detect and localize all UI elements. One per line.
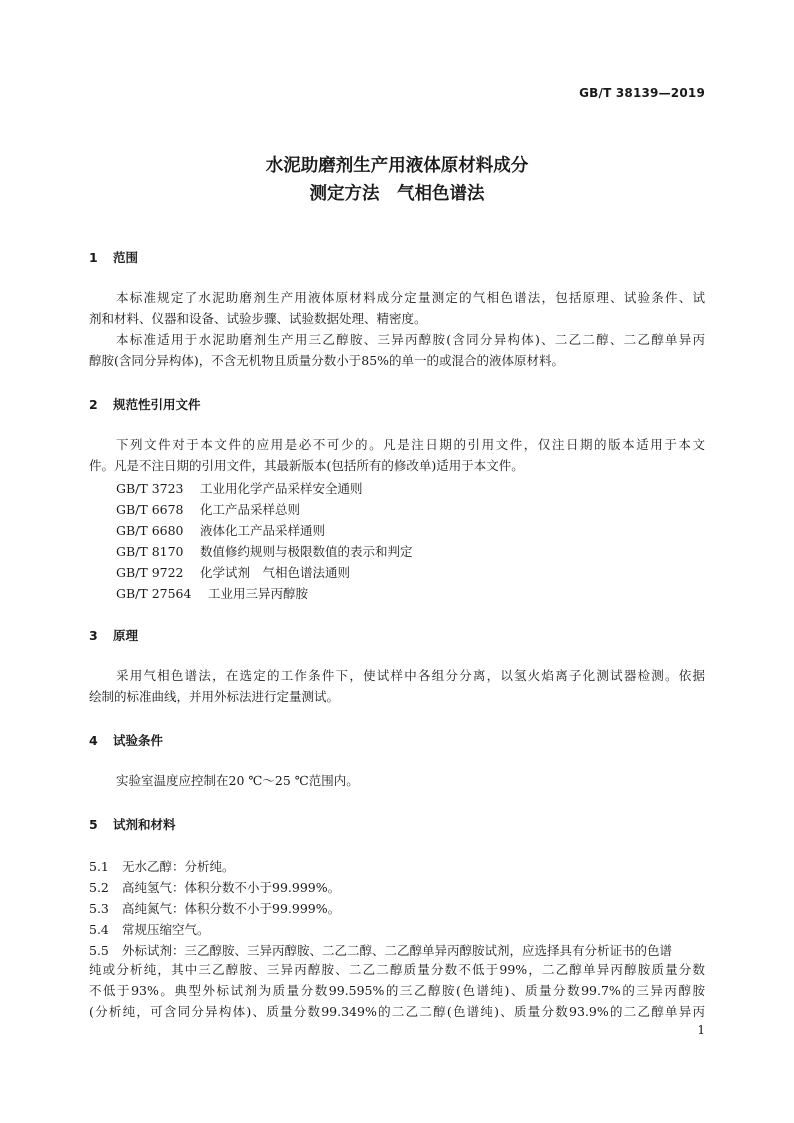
section-title: 试验条件	[113, 733, 164, 748]
clause-text: 无水乙醇：分析纯。	[122, 859, 235, 874]
reference-code: GB/T 8170	[116, 544, 184, 559]
reference-code: GB/T 6680	[116, 523, 184, 538]
section-number: 2	[89, 397, 98, 412]
paragraph-line: 采用气相色谱法，在选定的工作条件下，使试样中各组分分离，以氢火焰离子化测试器检测。依据	[116, 668, 705, 683]
section-title: 范围	[113, 250, 139, 265]
section-number: 4	[89, 733, 98, 748]
section-number: 1	[89, 250, 98, 265]
section-number: 3	[89, 628, 98, 643]
reference-item	[116, 542, 413, 560]
reference-item	[116, 563, 350, 581]
clause-number: 5.5	[89, 943, 109, 958]
reference-item	[116, 584, 308, 602]
section-heading-principle	[89, 626, 138, 644]
paragraph-line: (分析纯，可含同分异构体)、质量分数99.349%的二乙二醇(色谱纯)、质量分数93.9%的二乙醇单异丙	[89, 1004, 705, 1019]
paragraph-line: 不低于93%。典型外标试剂为质量分数99.595%的三乙醇胺(色谱纯)、质量分数99.7%的三异丙醇胺	[89, 983, 705, 998]
clause-item	[89, 878, 340, 896]
clause-number: 5.1	[89, 859, 109, 874]
paragraph-line: 件。凡是不注日期的引用文件，其最新版本(包括所有的修改单)适用于本文件。	[89, 458, 524, 473]
paragraph-line: 本标准规定了水泥助磨剂生产用液体原材料成分定量测定的气相色谱法，包括原理、试验条件、试	[116, 290, 705, 305]
clause-item	[89, 899, 340, 917]
reference-item	[116, 479, 363, 497]
page-number: 1	[697, 1023, 705, 1037]
reference-title: 工业用三异丙醇胺	[208, 586, 309, 601]
clause-text: 外标试剂：三乙醇胺、三异丙醇胺、二乙二醇、二乙醇单异丙醇胺试剂，应选择具有分析证书的色谱	[122, 943, 673, 958]
paragraph-line: 本标准适用于水泥助磨剂生产用三乙醇胺、三异丙醇胺(含同分异构体)、二乙二醇、二乙醇单异丙	[116, 332, 705, 347]
clause-number: 5.3	[89, 901, 109, 916]
reference-title: 化学试剂 气相色谱法通则	[200, 565, 351, 580]
clause-item	[89, 941, 672, 959]
document-title-line-2: 测定方法 气相色谱法	[309, 184, 485, 204]
paragraph-line: 绘制的标准曲线，并用外标法进行定量测试。	[89, 689, 340, 704]
clause-item	[89, 857, 235, 875]
section-title: 规范性引用文件	[113, 397, 201, 412]
reference-code: GB/T 27564	[116, 586, 192, 601]
section-heading-scope	[89, 248, 138, 266]
reference-title: 数值修约规则与极限数值的表示和判定	[200, 544, 413, 559]
paragraph-line: 下列文件对于本文件的应用是必不可少的。凡是注日期的引用文件，仅注日期的版本适用于本文	[116, 437, 705, 452]
clause-text: 高纯氮气：体积分数不小于99.999%。	[122, 901, 341, 916]
standard-code: GB/T 38139—2019	[579, 86, 705, 100]
clause-text: 高纯氢气：体积分数不小于99.999%。	[122, 880, 341, 895]
reference-title: 化工产品采样总则	[200, 502, 301, 517]
clause-text: 常规压缩空气。	[122, 922, 210, 937]
reference-code: GB/T 6678	[116, 502, 184, 517]
reference-title: 工业用化学产品采样安全通则	[200, 481, 363, 496]
reference-item	[116, 521, 325, 539]
paragraph-line: 醇胺(含同分异构体)，不含无机物且质量分数小于85%的单一的或混合的液体原材料。	[89, 353, 565, 368]
section-title: 试剂和材料	[113, 817, 176, 832]
reference-code: GB/T 3723	[116, 481, 184, 496]
reference-title: 液体化工产品采样通则	[200, 523, 326, 538]
section-title: 原理	[113, 628, 139, 643]
paragraph-line: 实验室温度应控制在20 ℃～25 ℃范围内。	[116, 773, 359, 788]
paragraph-line: 剂和材料、仪器和设备、试验步骤、试验数据处理、精密度。	[89, 311, 427, 326]
clause-number: 5.4	[89, 922, 109, 937]
section-heading-test-conditions	[89, 731, 163, 749]
section-heading-normative-references	[89, 395, 201, 413]
reference-item	[116, 500, 300, 518]
clause-item	[89, 920, 210, 938]
section-number: 5	[89, 817, 98, 832]
section-heading-reagents-materials	[89, 815, 176, 833]
paragraph-line: 纯或分析纯，其中三乙醇胺、三异丙醇胺、二乙二醇质量分数不低于99%，二乙醇单异丙醇胺质量分数	[89, 962, 705, 977]
reference-code: GB/T 9722	[116, 565, 184, 580]
clause-number: 5.2	[89, 880, 109, 895]
document-title-line-1: 水泥助磨剂生产用液体原材料成分	[265, 156, 529, 176]
